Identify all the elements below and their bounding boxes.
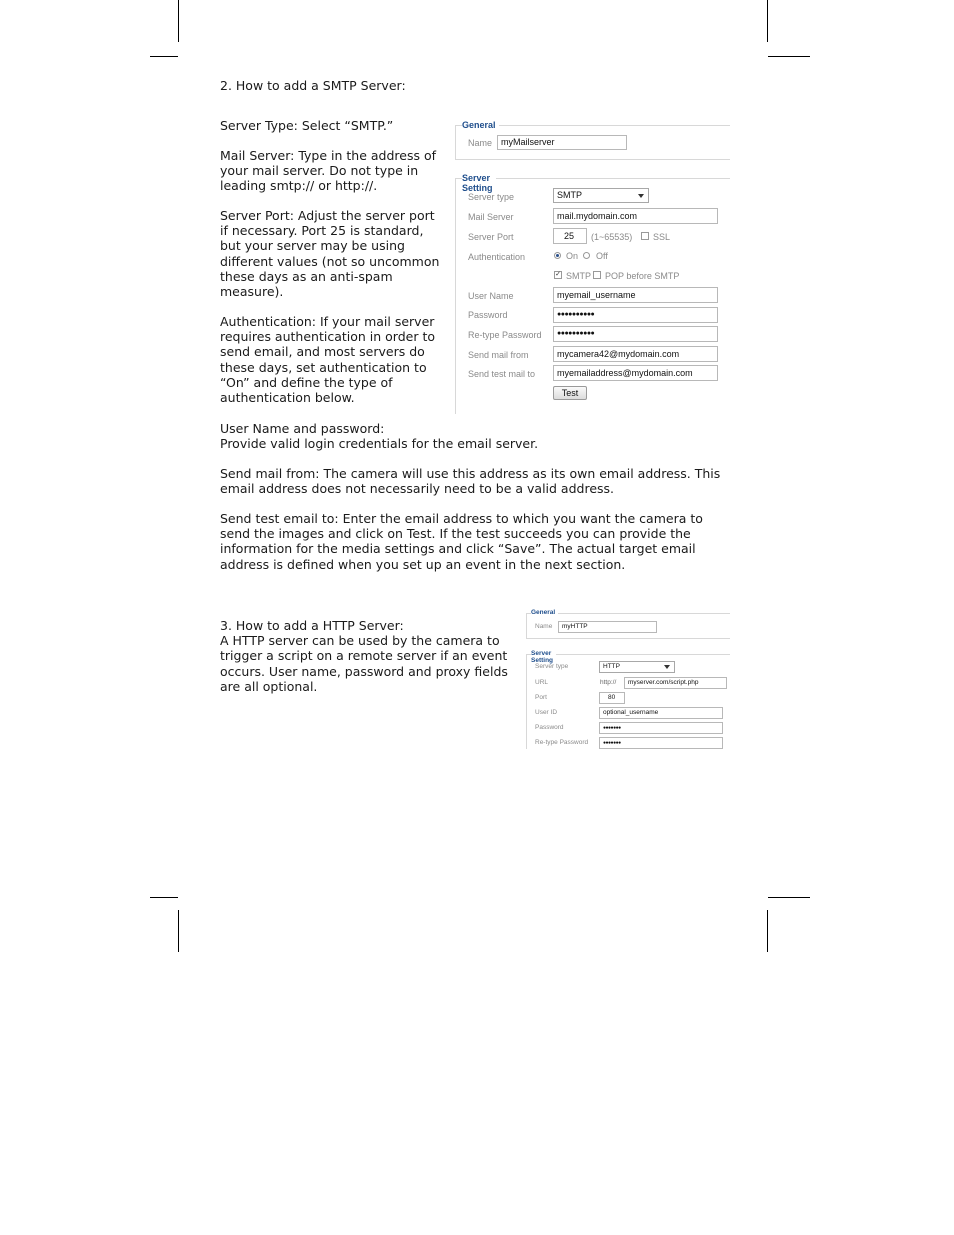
paragraph-line: User Name and password: [220,421,385,436]
url-label: URL [535,679,549,686]
retype-password-label: Re-type Password [535,739,589,746]
server-type-label: Server type [535,663,569,670]
password-input[interactable]: ●●●●●●● [599,722,723,734]
smtp-paragraph-send-test [220,511,735,572]
crop-mark-bottom-left-h [150,897,178,898]
server-port-input[interactable]: 25 [553,228,587,244]
paragraph-text: Send mail from: The camera will use this address as its own email address. This email address does not necessarily need to be a valid address. [220,466,721,497]
chevron-down-icon [664,665,670,669]
crop-mark-top-left-v [178,0,179,42]
send-mail-from-label: Send mail from [468,350,529,360]
general-left-rule [526,613,527,638]
setting-left-rule [455,178,456,414]
general-bottom-rule [526,638,730,639]
ssl-label: SSL [653,232,671,242]
ssl-checkbox[interactable] [641,232,649,240]
mail-server-label: Mail Server [468,212,514,222]
port-range-hint: (1~65535) [591,232,633,242]
general-section-title: General [531,609,558,616]
user-name-label: User Name [468,291,514,301]
auth-off-label: Off [596,251,608,261]
smtp-paragraph-server-port [220,208,445,299]
name-input[interactable]: myHTTP [558,621,657,633]
pop-before-smtp-checkbox[interactable] [593,271,601,279]
smtp-paragraph-send-from [220,466,735,496]
authentication-label: Authentication [468,252,526,262]
password-input[interactable]: ●●●●●●●●●● [553,307,718,323]
retype-password-input[interactable]: ●●●●●●●●●● [553,326,718,342]
setting-rule [455,178,730,179]
test-button[interactable]: Test [553,386,587,400]
paragraph-text: Authentication: If your mail server requires authentication in order to send email, and most servers do these days, set authentication to “On” and define the type of authentication below. [220,314,435,406]
paragraph-line: Provide valid login credentials for the email server. [220,436,539,452]
user-id-input[interactable]: optional_username [599,707,723,719]
smtp-heading: 2. How to add a SMTP Server: [220,78,406,93]
user-name-input[interactable]: myemail_username [553,287,718,303]
server-port-label: Server Port [468,232,514,242]
general-left-rule [455,125,456,159]
setting-rule [526,654,730,655]
smtp-checkbox[interactable]: ✓ [555,271,561,278]
setting-left-rule [526,654,527,749]
password-label: Password [468,310,508,320]
password-label: Password [535,724,564,731]
server-setting-section-title: Server Setting [462,173,496,193]
crop-mark-top-right-h [768,56,810,57]
url-prefix: http:// [600,679,617,686]
send-test-mail-label: Send test mail to [468,369,536,379]
auth-off-radio[interactable] [583,252,590,259]
send-mail-from-input[interactable]: mycamera42@mydomain.com [553,346,718,362]
paragraph-text: Server Type: Select “SMTP.” [220,118,394,133]
auth-on-label: On [566,251,579,261]
name-input[interactable]: myMailserver [497,135,627,150]
smtp-auth-label: SMTP [566,271,592,281]
url-input[interactable]: myserver.com/script.php [624,677,727,689]
user-id-label: User ID [535,709,558,716]
port-input[interactable]: 80 [599,692,625,704]
http-heading: 3. How to add a HTTP Server: [220,618,404,633]
crop-mark-top-right-v [767,0,768,42]
pop-before-smtp-label: POP before SMTP [605,271,680,281]
port-label: Port [535,694,547,701]
auth-on-radio[interactable] [554,252,561,259]
send-test-mail-input[interactable]: myemailaddress@mydomain.com [553,365,718,381]
retype-password-input[interactable]: ●●●●●●● [599,737,723,749]
server-setting-section-title: Server Setting [531,650,556,664]
crop-mark-bottom-right-h [768,897,810,898]
server-type-value: HTTP [603,663,620,670]
crop-mark-bottom-right-v [767,910,768,952]
server-type-select[interactable] [553,188,649,203]
server-type-label: Server type [468,192,515,202]
smtp-paragraph-mail-server [220,148,445,194]
chevron-down-icon [638,194,644,198]
paragraph-text: Server Port: Adjust the server port if necessary. Port 25 is standard, but your server may be using different values (not so uncommon these days as an anti-spam measure). [220,208,440,300]
smtp-paragraph-credentials [220,421,735,451]
retype-password-label: Re-type Password [468,330,542,340]
paragraph-text: Send test email to: Enter the email address to which you want the camera to send the images and click on Test. If the test succeeds you can provide the information for the media settings and click “Save”. The actual target email address is defined when you set up an event in the next section. [220,511,703,572]
server-type-value: SMTP [557,190,583,200]
name-label: Name [468,138,493,148]
crop-mark-bottom-left-v [178,910,179,952]
http-body: A HTTP server can be used by the camera to trigger a script on a remote server if an event occurs. User name, password and proxy fields are all optional. [220,633,508,694]
general-section-title: General [462,120,499,130]
paragraph-text: Mail Server: Type in the address of your mail server. Do not type in leading smtp:// or http://. [220,148,436,194]
http-section [220,618,518,694]
mail-server-input[interactable]: mail.mydomain.com [553,208,718,224]
smtp-paragraph-authentication [220,314,445,405]
general-bottom-rule [455,159,730,160]
server-type-select[interactable] [599,661,675,673]
smtp-paragraph-server-type [220,118,445,133]
crop-mark-top-left-h [150,56,178,57]
name-label: Name [535,623,553,630]
